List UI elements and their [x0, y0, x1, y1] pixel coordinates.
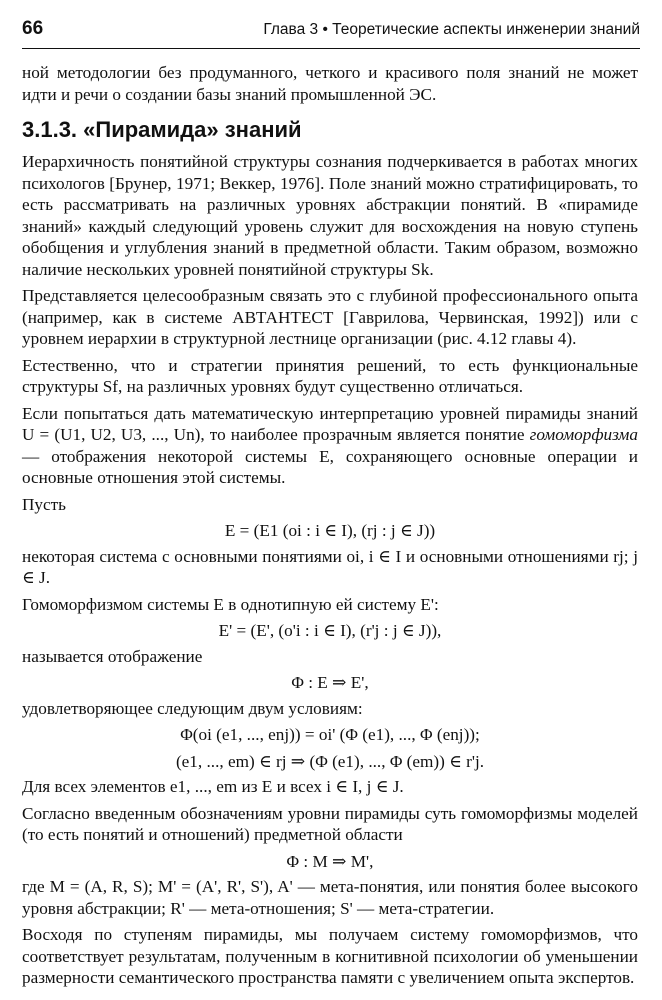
formula-system-e: E = (E1 (oi : i ∈ I), (rj : j ∈ J)): [224, 521, 436, 540]
paragraph-system-desc: некоторая система с основными понятиями oi, i ∈ I и основными отношениями rj; j ∈ J.: [22, 546, 638, 587]
paragraph-homomorphism-def: Гомоморфизмом системы E в однотипную ей систему E':: [22, 594, 439, 614]
paragraph-let: Пусть: [22, 494, 66, 514]
paragraph-all-elements: Для всех элементов e1, ..., em из E и всех i ∈ I, j ∈ J.: [22, 777, 404, 796]
formula-condition-1: Φ(oi (e1, ..., enj)) = oi' (Φ (e1), ..., Φ (enj));: [180, 725, 480, 744]
formula-condition-2: (e1, ..., em) ∈ rj ⇒ (Φ (e1), ..., Φ (em)) ∈ r'j.: [175, 751, 485, 771]
paragraph-experience: Представляется целесообразным связать это с глубиной профессионального опыта (например, как в системе АВТАНТЕСТ [Гаврилова, Червинская, 1992]) или с уровнем иерархии в структурной лестнице организации (рис. 4.12 главы 4).: [22, 286, 638, 348]
page-number: 66: [22, 18, 44, 39]
paragraph-pyramid-levels: Согласно введенным обозначениям уровни пирамиды суть гомоморфизмы моделей (то есть понятий и отношений) предметной области: [22, 803, 638, 844]
running-header: [22, 10, 640, 49]
paragraph-model-definition: где M = (A, R, S); M' = (A', R', S'), A' — мета-понятия, или понятия более высокого уровня абстракции; R' — мета-отношения; S' — мета-стратегии.: [22, 877, 638, 918]
paragraph-strategies: Естественно, что и стратегии принятия решений, то есть функциональные структуры Sf, на различных уровнях будут существенно отличаться.: [22, 355, 638, 396]
homomorphism-text-a: Если попытаться дать математическую интерпретацию уровней пирамиды знаний U = (U1, U2, U3, ..., Un), то наиболее прозрачным является понятие: [22, 403, 638, 444]
formula-mapping: Φ : E ⇒ E',: [291, 673, 369, 692]
homomorphism-text-b: — отображения некоторой системы E, сохраняющего основные операции и основные отношения этой системы.: [22, 446, 638, 487]
paragraph-conclusion: Восходя по ступеням пирамиды, мы получаем систему гомоморфизмов, что соответствует результатам, полученным в когнитивной психологии об уменьшении размерности семантического пространства памяти с увеличением опыта экспертов.: [22, 925, 638, 987]
homomorphism-term: гомоморфизма: [529, 425, 638, 444]
paragraph-hierarchy: Иерархичность понятийной структуры сознания подчеркивается в работах многих психологов [Брунер, 1971; Веккер, 1976]. Поле знаний можно стратифицировать, то есть рассматривать на различных уровнях абстракции понятий. В «пирамиде знаний» каждый следующий уровень служит для восхождения на новую ступень обобщения и углубления знаний в предметной области. Таким образом, возможно наличие нескольких уровней понятийной структуры Sk.: [22, 152, 638, 279]
paragraph-conditions: удовлетворяющее следующим двум условиям:: [22, 698, 363, 718]
intro-paragraph: ной методологии без продуманного, четкого и красивого поля знаний не может идти и речи о создании базы знаний промышленной ЭС.: [22, 63, 638, 104]
paragraph-homomorphism: [22, 403, 638, 489]
formula-model-mapping: Φ : M ⇒ M',: [286, 851, 374, 871]
running-title: Глава 3 • Теоретические аспекты инженерии знаний: [263, 21, 640, 38]
page-body: [22, 62, 638, 994]
formula-system-e-prime: E' = (E', (o'i : i ∈ I), (r'j : j ∈ J)),: [218, 621, 442, 640]
section-title: 3.1.3. «Пирамида» знаний: [22, 117, 302, 142]
paragraph-mapping: называется отображение: [22, 646, 203, 666]
